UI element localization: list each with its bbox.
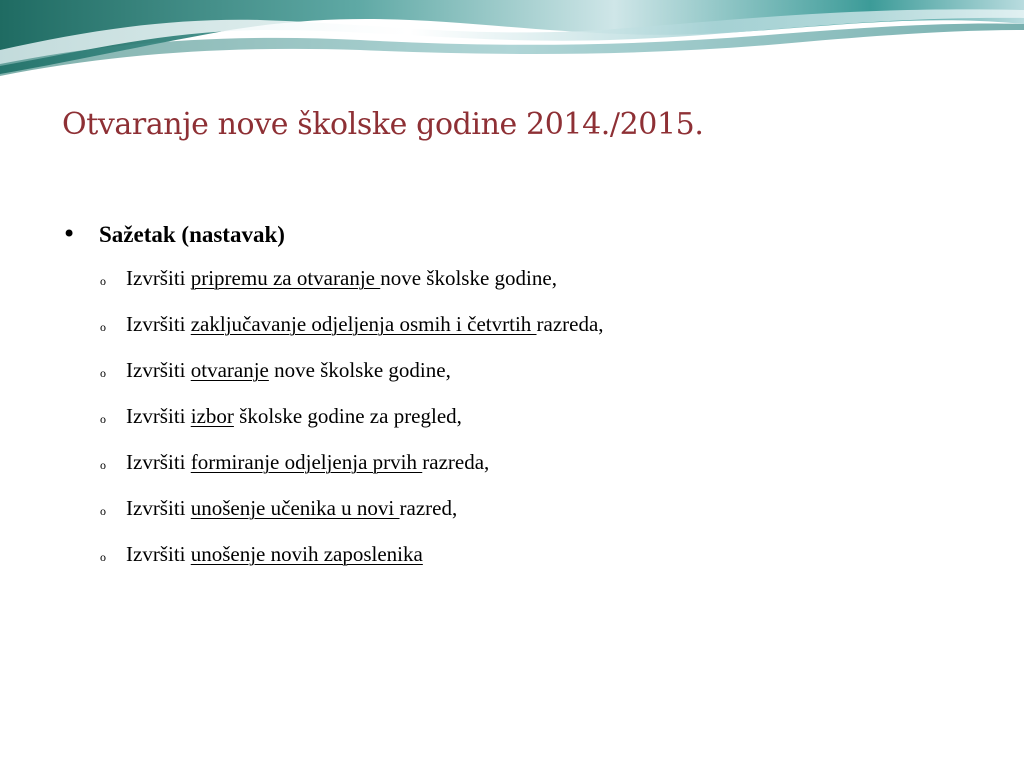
sub-bullet-marker: o: [100, 320, 106, 334]
list-item: [62, 358, 1002, 404]
link-unosenje-zaposlenika[interactable]: unošenje novih zaposlenika: [190, 542, 423, 566]
item-suffix: razreda,: [422, 450, 490, 474]
content-list: [62, 222, 1002, 588]
main-bullet: [62, 222, 1002, 258]
item-suffix: nove školske godine,: [380, 266, 557, 290]
link-unosenje-ucenika[interactable]: unošenje učenika u novi: [190, 496, 400, 520]
item-suffix: nove školske godine,: [268, 358, 451, 382]
link-priprema-otvaranje[interactable]: pripremu za otvaranje: [190, 266, 381, 290]
item-suffix: školske godine za pregled,: [233, 404, 462, 428]
item-suffix: razreda,: [536, 312, 604, 336]
item-prefix: Izvršiti: [126, 266, 191, 290]
sub-bullet-marker: o: [100, 458, 106, 472]
sub-bullet-marker: o: [100, 412, 106, 426]
sub-bullet-marker: o: [100, 366, 106, 380]
list-item: [62, 312, 1002, 358]
list-item: [62, 496, 1002, 542]
item-prefix: Izvršiti: [126, 496, 191, 520]
link-formiranje-odjeljenja[interactable]: formiranje odjeljenja prvih: [190, 450, 423, 474]
slide-title: Otvaranje nove školske godine 2014./2015.: [62, 107, 704, 142]
item-prefix: Izvršiti: [126, 404, 191, 428]
header-wave-decoration: [0, 0, 1024, 80]
item-prefix: Izvršiti: [126, 450, 191, 474]
list-item: [62, 450, 1002, 496]
sub-bullet-marker: o: [100, 550, 106, 564]
link-zakljucavanje-odjeljenja[interactable]: zaključavanje odjeljenja osmih i četvrtih: [190, 312, 537, 336]
item-suffix: razred,: [399, 496, 458, 520]
item-prefix: Izvršiti: [126, 358, 191, 382]
sub-item-list: [62, 266, 1002, 588]
item-prefix: Izvršiti: [126, 542, 191, 566]
sub-bullet-marker: o: [100, 504, 106, 518]
bullet-marker: •: [62, 220, 77, 248]
item-prefix: Izvršiti: [126, 312, 191, 336]
list-item: [62, 542, 1002, 588]
link-izbor[interactable]: izbor: [190, 404, 234, 428]
list-item: [62, 404, 1002, 450]
list-item: [62, 266, 1002, 312]
sub-bullet-marker: o: [100, 274, 106, 288]
bullet-heading: Sažetak (nastavak): [99, 222, 285, 247]
link-otvaranje[interactable]: otvaranje: [190, 358, 269, 382]
